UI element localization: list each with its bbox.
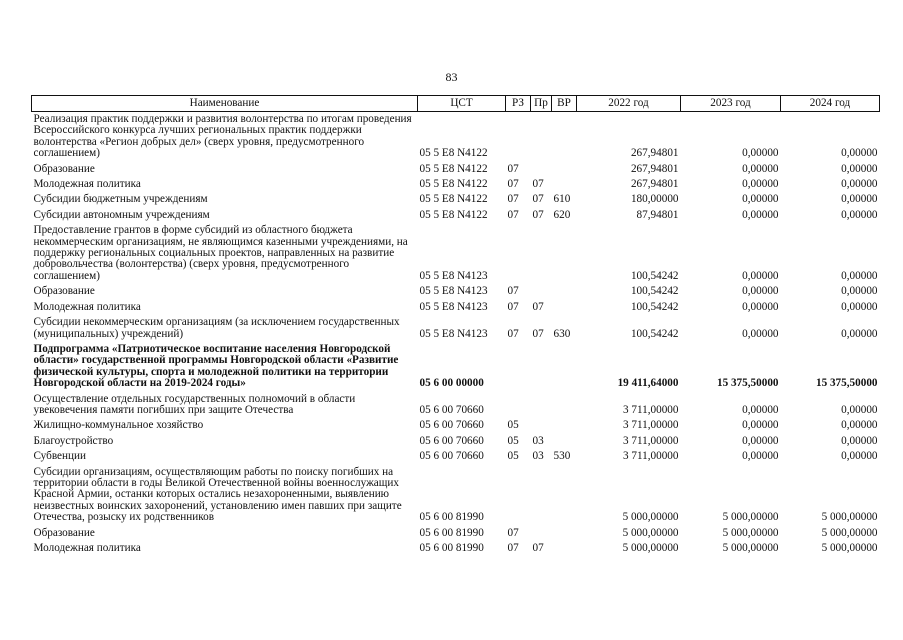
table-row — [32, 315, 880, 342]
table-row — [32, 392, 880, 419]
row-vr-cell — [552, 526, 577, 541]
row-pr-cell — [531, 465, 552, 526]
row-2024-cell: 0,00000 — [841, 403, 878, 416]
row-2024-cell: 0,00000 — [841, 450, 878, 463]
row-cst-cell: 05 5 E8 N4123 — [419, 269, 488, 282]
row-2022-cell: 3 711,00000 — [622, 450, 679, 463]
row-pr-cell: 07 — [532, 208, 544, 221]
row-2022-cell: 267,94801 — [630, 147, 679, 160]
row-pr-cell — [531, 284, 552, 299]
row-2023-cell: 5 000,00000 — [722, 542, 779, 554]
row-pr-cell — [531, 392, 552, 419]
row-cst-cell: 05 6 00 70660 — [419, 434, 484, 447]
row-name-cell: Субвенции — [33, 450, 86, 463]
row-2023-cell: 0,00000 — [742, 285, 779, 298]
row-pr-cell — [531, 162, 552, 177]
row-2024-cell: 0,00000 — [841, 327, 878, 340]
row-2023-cell: 0,00000 — [742, 300, 779, 313]
row-2023-cell: 0,00000 — [742, 403, 779, 416]
header-2023: 2023 год — [681, 96, 781, 112]
row-vr-cell — [552, 112, 577, 162]
row-rz-cell — [506, 112, 531, 162]
row-name-cell: Осуществление отдельных государственных полномочий в области увековечения памяти погибших при защите Отечества — [33, 392, 356, 416]
row-name-cell: Жилищно-коммунальное хозяйство — [33, 419, 204, 432]
table-row — [32, 177, 880, 192]
row-2024-cell: 0,00000 — [841, 300, 878, 313]
row-2024-cell: 0,00000 — [841, 147, 878, 160]
row-2022-cell: 3 711,00000 — [622, 434, 679, 447]
row-cst-cell: 05 6 00 70660 — [419, 419, 484, 432]
row-rz-cell — [506, 342, 531, 392]
row-pr-cell: 03 — [532, 434, 544, 447]
row-pr-cell — [531, 342, 552, 392]
row-rz-cell: 07 — [507, 208, 519, 221]
header-rz: РЗ — [506, 96, 531, 112]
row-cst-cell: 05 5 E8 N4122 — [419, 193, 488, 206]
table-row — [32, 208, 880, 223]
row-cst-cell: 05 5 E8 N4122 — [419, 178, 488, 191]
row-name-cell: Реализация практик поддержки и развития волонтерства по итогам проведения Всероссийского конкурса лучших региональных практик поддержки волонтерства «Регион добрых дел» (сверх уровня, предусмотренного соглашением) — [33, 113, 412, 160]
row-vr-cell — [552, 434, 577, 449]
row-rz-cell: 05 — [507, 419, 519, 432]
row-rz-cell: 07 — [507, 162, 519, 175]
row-name-cell: Образование — [33, 162, 95, 175]
row-name-cell: Молодежная политика — [33, 542, 141, 554]
row-vr-cell — [552, 177, 577, 192]
row-pr-cell: 07 — [532, 300, 544, 313]
row-vr-cell: 620 — [553, 208, 571, 221]
header-pr: Пр — [531, 96, 552, 112]
row-cst-cell: 05 5 E8 N4123 — [419, 285, 488, 298]
row-2024-cell: 0,00000 — [841, 193, 878, 206]
table-row — [32, 342, 880, 392]
row-2023-cell: 0,00000 — [742, 162, 779, 175]
row-2024-cell: 0,00000 — [841, 285, 878, 298]
row-rz-cell: 05 — [507, 450, 519, 463]
row-name-cell: Благоустройство — [33, 434, 114, 447]
row-rz-cell — [506, 392, 531, 419]
row-name-cell: Молодежная политика — [33, 300, 141, 313]
row-2022-cell: 87,94801 — [636, 208, 679, 221]
row-vr-cell — [552, 418, 577, 433]
row-name-cell: Молодежная политика — [33, 178, 141, 191]
row-vr-cell: 630 — [553, 327, 571, 340]
row-name-cell: Образование — [33, 285, 95, 298]
row-vr-cell: 530 — [553, 450, 571, 463]
header-cst: ЦСТ — [418, 96, 506, 112]
row-2022-cell: 100,54242 — [630, 285, 679, 298]
row-pr-cell — [531, 418, 552, 433]
row-2024-cell: 15 375,50000 — [815, 377, 878, 390]
row-2022-cell: 5 000,00000 — [622, 526, 679, 539]
row-2022-cell: 267,94801 — [630, 162, 679, 175]
row-2023-cell: 0,00000 — [742, 450, 779, 463]
row-name-cell: Субсидии бюджетным учреждениям — [33, 193, 208, 206]
row-pr-cell: 03 — [532, 450, 544, 463]
row-rz-cell: 07 — [507, 542, 519, 554]
row-rz-cell: 07 — [507, 526, 519, 539]
table-row — [32, 449, 880, 464]
row-cst-cell: 05 6 00 70660 — [419, 403, 484, 416]
row-2022-cell: 5 000,00000 — [622, 511, 679, 524]
row-2024-cell: 5 000,00000 — [821, 526, 878, 539]
table-row — [32, 162, 880, 177]
row-pr-cell — [531, 526, 552, 541]
row-vr-cell — [552, 162, 577, 177]
row-2023-cell: 0,00000 — [742, 419, 779, 432]
row-rz-cell: 07 — [507, 327, 519, 340]
row-2023-cell: 5 000,00000 — [722, 526, 779, 539]
row-2024-cell: 5 000,00000 — [821, 511, 878, 524]
row-rz-cell: 07 — [507, 193, 519, 206]
row-name-cell: Субсидии автономным учреждениям — [33, 208, 210, 221]
row-2022-cell: 100,54242 — [630, 300, 679, 313]
row-rz-cell — [506, 223, 531, 284]
row-2023-cell: 5 000,00000 — [722, 511, 779, 524]
row-rz-cell: 07 — [507, 285, 519, 298]
row-rz-cell — [506, 465, 531, 526]
row-2023-cell: 0,00000 — [742, 147, 779, 160]
row-pr-cell: 07 — [532, 178, 544, 191]
table-header-row — [32, 96, 880, 112]
row-2024-cell: 0,00000 — [841, 419, 878, 432]
table-row — [32, 300, 880, 315]
row-2022-cell: 5 000,00000 — [622, 542, 679, 554]
row-rz-cell: 07 — [507, 300, 519, 313]
row-2022-cell: 3 711,00000 — [622, 419, 679, 432]
row-2024-cell: 0,00000 — [841, 178, 878, 191]
table-row — [32, 192, 880, 207]
row-2022-cell: 267,94801 — [630, 178, 679, 191]
row-pr-cell — [531, 112, 552, 162]
row-2023-cell: 0,00000 — [742, 208, 779, 221]
table-row — [32, 526, 880, 541]
row-cst-cell: 05 6 00 00000 — [419, 377, 484, 390]
row-2022-cell: 19 411,64000 — [617, 377, 679, 390]
row-pr-cell — [531, 223, 552, 284]
row-vr-cell — [552, 300, 577, 315]
row-cst-cell: 05 6 00 70660 — [419, 450, 484, 463]
table-body — [32, 112, 880, 557]
row-cst-cell: 05 5 E8 N4122 — [419, 147, 488, 160]
header-2024: 2024 год — [781, 96, 880, 112]
table-row — [32, 465, 880, 526]
budget-table — [31, 95, 880, 556]
table-row — [32, 434, 880, 449]
row-2023-cell: 15 375,50000 — [716, 377, 779, 390]
row-cst-cell: 05 5 E8 N4123 — [419, 300, 488, 313]
table-row — [32, 541, 880, 556]
row-2023-cell: 0,00000 — [742, 269, 779, 282]
row-pr-cell: 07 — [532, 542, 544, 554]
row-vr-cell: 610 — [553, 193, 571, 206]
table-row — [32, 223, 880, 284]
table-row — [32, 112, 880, 162]
row-vr-cell — [552, 465, 577, 526]
row-name-cell: Предоставление грантов в форме субсидий из областного бюджета некоммерческим организациям, не являющимся казенными учреждениями, на поддержку региональных социальных проектов, направленных на развитие добровольчества (волонтерства) (сверх уровня, предусмотренного соглашением) — [33, 224, 408, 282]
row-2022-cell: 100,54242 — [630, 269, 679, 282]
row-2023-cell: 0,00000 — [742, 193, 779, 206]
row-vr-cell — [552, 392, 577, 419]
row-2024-cell: 0,00000 — [841, 269, 878, 282]
row-pr-cell: 07 — [532, 327, 544, 340]
row-cst-cell: 05 6 00 81990 — [419, 511, 484, 524]
row-2024-cell: 0,00000 — [841, 162, 878, 175]
header-2022: 2022 год — [577, 96, 681, 112]
row-vr-cell — [552, 541, 577, 556]
row-name-cell: Подпрограмма «Патриотическое воспитание населения Новгородской области» государственной программы Новгородской области «Развитие физической культуры, спорта и молодежной политики на территории Новгородской области на 2019-2024 годы» — [33, 342, 399, 390]
row-pr-cell: 07 — [532, 193, 544, 206]
row-2023-cell: 0,00000 — [742, 327, 779, 340]
row-vr-cell — [552, 342, 577, 392]
header-vr: ВР — [552, 96, 577, 112]
row-cst-cell: 05 5 E8 N4123 — [419, 327, 488, 340]
row-name-cell: Образование — [33, 526, 95, 539]
row-vr-cell — [552, 284, 577, 299]
table-row — [32, 418, 880, 433]
row-name-cell: Субсидии организациям, осуществляющим работы по поиску погибших на территории области в годы Великой Отечественной войны военнослужащих Красной Армии, останки которых остались незахороненными, выявлению неизвестных воинских захоронений, установлению имен павших при защите Отечества, розыску их родственников — [33, 465, 402, 524]
row-2024-cell: 0,00000 — [841, 434, 878, 447]
row-2024-cell: 5 000,00000 — [821, 542, 878, 554]
row-rz-cell: 07 — [507, 178, 519, 191]
table-row — [32, 284, 880, 299]
header-name: Наименование — [32, 96, 418, 112]
row-2022-cell: 3 711,00000 — [622, 403, 679, 416]
row-cst-cell: 05 6 00 81990 — [419, 526, 484, 539]
row-2023-cell: 0,00000 — [742, 434, 779, 447]
row-2022-cell: 180,00000 — [630, 193, 679, 206]
row-cst-cell: 05 6 00 81990 — [419, 542, 484, 554]
row-cst-cell: 05 5 E8 N4122 — [419, 162, 488, 175]
page-number: 83 — [445, 70, 458, 84]
row-2023-cell: 0,00000 — [742, 178, 779, 191]
row-name-cell: Субсидии некоммерческим организациям (за исключением государственных (муниципальных) учреждений) — [33, 316, 400, 340]
row-cst-cell: 05 5 E8 N4122 — [419, 208, 488, 221]
row-rz-cell: 05 — [507, 434, 519, 447]
row-vr-cell — [552, 223, 577, 284]
row-2024-cell: 0,00000 — [841, 208, 878, 221]
row-2022-cell: 100,54242 — [630, 327, 679, 340]
